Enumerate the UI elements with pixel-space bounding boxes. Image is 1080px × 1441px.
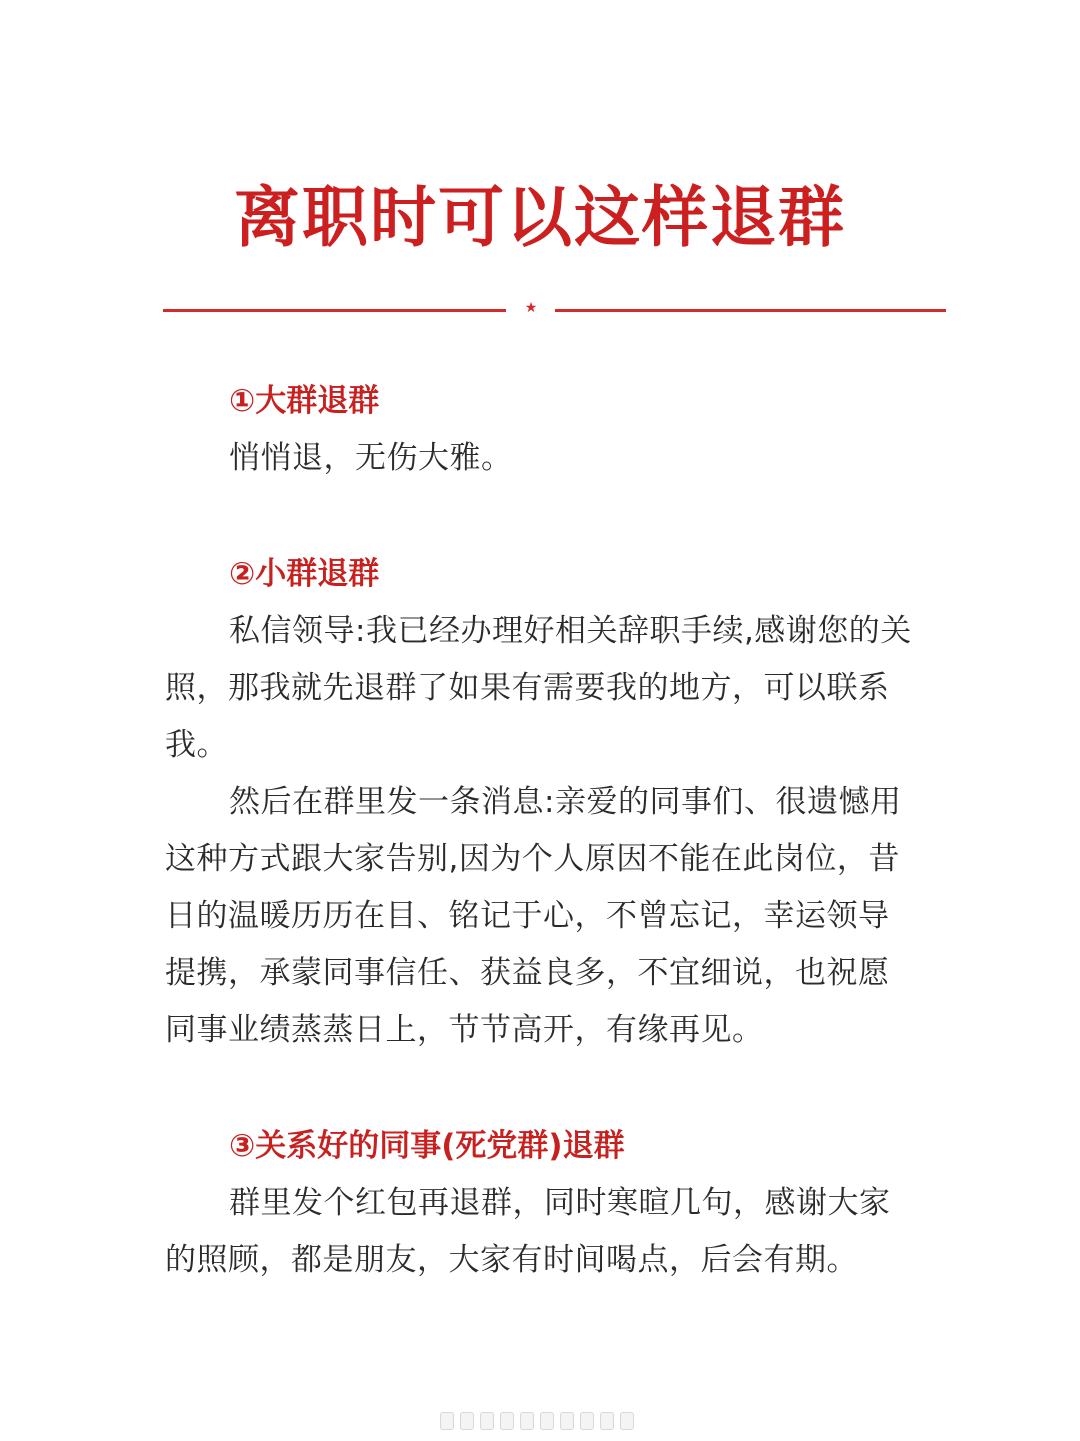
section-paragraph: 悄悄退，无伤大雅。 <box>229 440 513 476</box>
watermark-glyph <box>620 1412 634 1430</box>
watermark-glyph <box>460 1412 474 1430</box>
title-divider <box>163 298 946 322</box>
watermark-glyph <box>500 1412 514 1430</box>
page-title: 离职时可以这样退群 <box>234 179 846 257</box>
section-large-group <box>165 372 920 487</box>
watermark-glyph <box>580 1412 594 1430</box>
section-heading: ①大群退群 <box>229 383 380 419</box>
section-paragraph: 群里发个红包再退群，同时寒暄几句，感谢大家的照顾，都是朋友，大家有时间喝点，后会有期。 <box>165 1185 891 1278</box>
watermark <box>440 1412 660 1430</box>
star-icon: ★ <box>524 300 538 316</box>
divider-line-left <box>163 309 506 312</box>
section-small-group <box>165 545 920 1059</box>
section-paragraph: 然后在群里发一条消息:亲爱的同事们、很遗憾用这种方式跟大家告别,因为个人原因不能在此岗位，昔日的温暖历历在目、铭记于心，不曾忘记，幸运领导提携，承蒙同事信任、获益良多，不宜细说，也祝愿同事业绩蒸蒸日上，节节高开，有缘再见。 <box>165 784 902 1048</box>
section-heading: ③关系好的同事(死党群)退群 <box>229 1128 625 1164</box>
section-close-colleagues <box>165 1117 920 1289</box>
watermark-glyph <box>560 1412 574 1430</box>
section-heading: ②小群退群 <box>229 556 380 592</box>
watermark-glyph <box>600 1412 614 1430</box>
divider-line-right <box>555 309 946 312</box>
watermark-glyph <box>540 1412 554 1430</box>
watermark-glyph <box>480 1412 494 1430</box>
article-body <box>165 372 920 1347</box>
section-paragraph: 私信领导:我已经办理好相关辞职手续,感谢您的关照，那我就先退群了如果有需要我的地方，可以联系我。 <box>165 613 912 763</box>
watermark-glyph <box>520 1412 534 1430</box>
watermark-glyph <box>440 1412 454 1430</box>
